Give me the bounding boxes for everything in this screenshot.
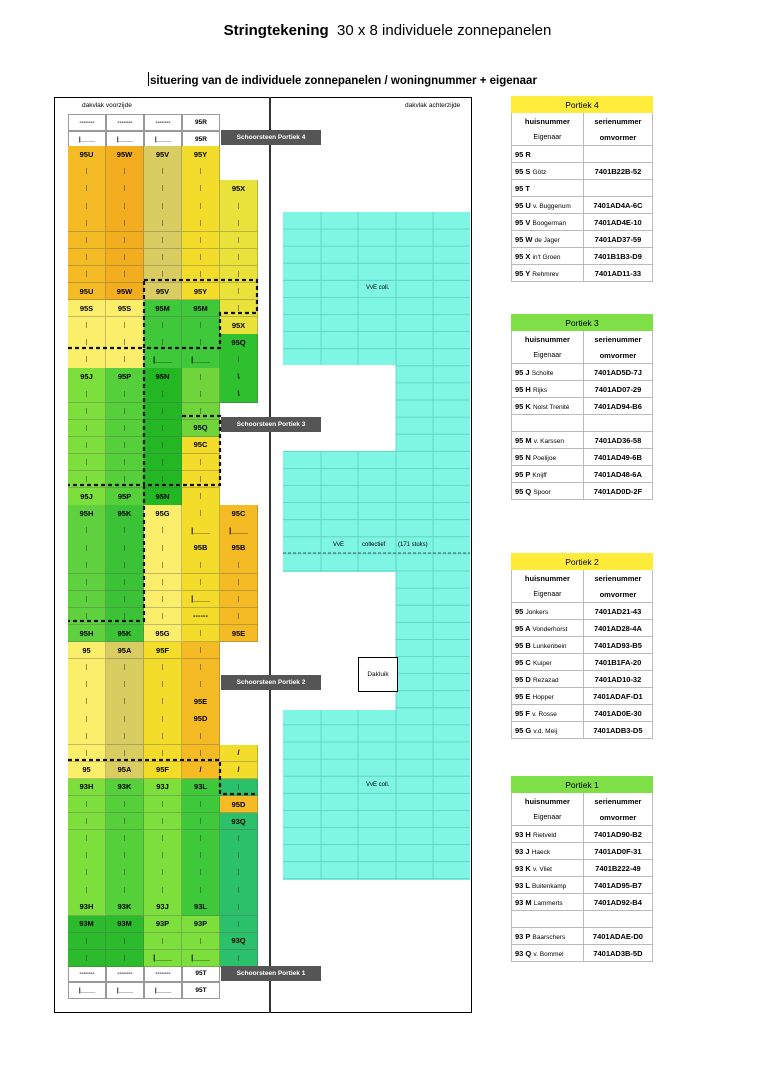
panel-header-cell: ------- — [68, 114, 106, 131]
serial-number: 7401B222-49 — [583, 860, 652, 877]
panel-header-cell: 95R — [182, 114, 220, 131]
panel-header-cell: |____ — [144, 131, 182, 148]
table-row — [512, 722, 653, 739]
table-row — [512, 265, 653, 282]
serial-number: 7401B1B3-D9 — [583, 248, 652, 265]
owner-table-4 — [511, 96, 653, 282]
solar-panel-cell: 95W — [106, 283, 144, 301]
table-title: Portiek 1 — [511, 776, 653, 793]
solar-panel-cell: 93L — [182, 898, 220, 916]
solar-panel-cell: 95K — [106, 625, 144, 643]
serial-number: 7401AD3B-5D — [583, 945, 652, 962]
owner-name: v. Vliet — [532, 865, 552, 873]
solar-panel-cell: 95C — [220, 505, 258, 523]
owner-name: Poelijoe — [532, 454, 557, 462]
solar-panel-cell: 93M — [106, 916, 144, 934]
house-number: 95 Y — [515, 268, 531, 278]
col-huisnummer: huisnummer — [512, 331, 584, 347]
owner-table-2 — [511, 553, 653, 739]
vve-top-label: VvE coll. — [366, 285, 390, 291]
serial-number: 7401AD11-33 — [583, 265, 652, 282]
owner-name: Spoor — [533, 488, 551, 496]
col-omvormer: omvormer — [583, 809, 652, 826]
house-number: 93 P — [515, 931, 531, 941]
vve-mid-label-a: VvE — [333, 542, 345, 548]
serial-number: 7401ADB3-D5 — [583, 722, 652, 739]
house-number: 95 D — [515, 674, 531, 684]
col-eigenaar: Eigenaar — [512, 347, 584, 364]
panel-footer-cell: ------- — [144, 965, 182, 982]
serial-number: 7401AD4E-10 — [583, 214, 652, 231]
serial-number: 7401AD48-6A — [583, 466, 652, 483]
serial-number: 7401AD36-58 — [583, 432, 652, 449]
house-number: 95 V — [515, 217, 531, 227]
table-row — [512, 877, 653, 894]
table-title: Portiek 4 — [511, 96, 653, 113]
table-row — [512, 381, 653, 398]
solar-panel-cell: 93P — [182, 916, 220, 934]
table-row — [512, 945, 653, 962]
table-row — [512, 483, 653, 500]
table-row — [512, 163, 653, 180]
table-row — [512, 364, 653, 381]
panel-footer-cell: |____ — [68, 982, 106, 999]
solar-panel-cell: 93J — [144, 898, 182, 916]
solar-panel-cell: |____ — [182, 351, 220, 369]
panel-footer-cell: |____ — [144, 982, 182, 999]
owner-name: Hopper — [532, 693, 554, 701]
house-number: 93 K — [515, 863, 531, 873]
house-number: 95 N — [515, 452, 531, 462]
owner-name: in't Groen — [532, 253, 561, 261]
serial-number: 7401AD37-59 — [583, 231, 652, 248]
solar-panel-cell: 95E — [182, 693, 220, 711]
solar-panel-cell: |____ — [220, 522, 258, 540]
chimney-portiek-1: Schoorsteen Portiek 1 — [221, 966, 321, 981]
solar-panel-cell: 95P — [106, 368, 144, 386]
house-number: 95 B — [515, 640, 531, 650]
panel-footer-cell: ------- — [106, 965, 144, 982]
serial-number — [583, 180, 652, 197]
solar-panel-cell: 95A — [106, 642, 144, 660]
solar-panel-cell: 95A — [106, 762, 144, 780]
solar-panel-cell: 95D — [220, 796, 258, 814]
solar-panel-cell: 95W — [106, 146, 144, 164]
house-number: 95 C — [515, 657, 531, 667]
serial-number: 7401AD10-32 — [583, 671, 652, 688]
solar-panel-cell: 95Y — [182, 146, 220, 164]
owner-name: Jonkers — [525, 608, 549, 616]
owner-name: Knijff — [532, 471, 547, 479]
owner-name: Scholte — [531, 369, 554, 377]
owner-name: Haeck — [531, 848, 551, 856]
house-number: 93 L — [515, 880, 530, 890]
table-row — [512, 654, 653, 671]
col-eigenaar: Eigenaar — [512, 809, 584, 826]
col-serienummer: serienummer — [583, 793, 652, 809]
solar-panel-cell: 95V — [144, 146, 182, 164]
table-row — [512, 248, 653, 265]
solar-panel-cell: \ — [220, 368, 258, 386]
house-number: 95 — [515, 606, 524, 616]
solar-panel-cell: ------ — [182, 608, 220, 626]
house-number: 95 J — [515, 367, 530, 377]
solar-panel-cell: 95K — [106, 505, 144, 523]
owner-name: Rehmrev — [532, 270, 559, 278]
table-row — [512, 826, 653, 843]
solar-panel-cell: 95Q — [182, 420, 220, 438]
solar-panel-cell: 95D — [182, 710, 220, 728]
solar-panel-cell: 95 — [68, 762, 106, 780]
solar-panel-cell: 93Q — [220, 933, 258, 951]
owner-name: de Jager — [534, 236, 560, 244]
owner-name: Kuiper — [532, 659, 552, 667]
vve-mid-label-b: collectief — [362, 542, 386, 548]
table-row — [512, 231, 653, 248]
solar-panel-cell: 95S — [106, 300, 144, 318]
solar-panel-cell: 93P — [144, 916, 182, 934]
solar-panel-cell: 93Q — [220, 813, 258, 831]
solar-panel-cell: 95B — [182, 539, 220, 557]
table-row — [512, 843, 653, 860]
panel-footer-cell: |____ — [106, 982, 144, 999]
serial-number: 7401ADAE-D0 — [583, 928, 652, 945]
owner-name: v. Rosse — [532, 710, 557, 718]
solar-panel-cell: 95Y — [182, 283, 220, 301]
table-title: Portiek 2 — [511, 553, 653, 570]
owner-table-3 — [511, 314, 653, 500]
panel-header-cell: |____ — [106, 131, 144, 148]
house-number: 95 E — [515, 691, 531, 701]
house-number: 95 M — [515, 435, 532, 445]
solar-panel-cell: |____ — [182, 591, 220, 609]
table-row — [512, 415, 653, 432]
vve-bottom-label: VvE coll. — [366, 782, 390, 788]
serial-number — [583, 911, 652, 928]
solar-panel-cell: 93K — [106, 779, 144, 797]
table-row — [512, 214, 653, 231]
solar-panel-cell: / — [220, 762, 258, 780]
house-number: 95 X — [515, 251, 531, 261]
table-row — [512, 671, 653, 688]
table-body — [511, 113, 653, 282]
serial-number: 7401AD5D-7J — [583, 364, 652, 381]
table-title: Portiek 3 — [511, 314, 653, 331]
solar-panel-cell: 93J — [144, 779, 182, 797]
solar-panel-cell: 95P — [106, 488, 144, 506]
solar-panel-cell: 95E — [220, 625, 258, 643]
solar-panel-cell: 93H — [68, 898, 106, 916]
owner-name: Rijks — [532, 386, 548, 394]
house-number: 95 F — [515, 708, 531, 718]
solar-panel-cell: 95J — [68, 368, 106, 386]
col-huisnummer: huisnummer — [512, 570, 584, 586]
table-row — [512, 860, 653, 877]
panel-footer-cell: 95T — [182, 982, 220, 999]
col-omvormer: omvormer — [583, 129, 652, 146]
panel-header-cell: ------- — [106, 114, 144, 131]
col-eigenaar: Eigenaar — [512, 586, 584, 603]
owner-name: Boogerman — [532, 219, 567, 227]
solar-panel-cell: |____ — [144, 351, 182, 369]
owner-name: v. Bommel — [533, 950, 564, 958]
house-number: 95 Q — [515, 486, 532, 496]
table-row — [512, 911, 653, 928]
serial-number: 7401AD28-4A — [583, 620, 652, 637]
owner-name: Lammerts — [533, 899, 563, 907]
table-row — [512, 603, 653, 620]
dakluik-hatch: Dakluik — [358, 657, 398, 692]
table-row — [512, 180, 653, 197]
house-number: 95 S — [515, 166, 531, 176]
table-body — [511, 331, 653, 500]
chimney-portiek-3: Schoorsteen Portiek 3 — [221, 417, 321, 432]
title-sub: 30 x 8 individuele zonnepanelen — [337, 22, 552, 39]
serial-number: 7401AD94-B6 — [583, 398, 652, 415]
solar-panel-cell: 95S — [68, 300, 106, 318]
house-number: 93 Q — [515, 948, 532, 958]
serial-number: 7401AD4A-6C — [583, 197, 652, 214]
solar-panel-cell: 95C — [182, 437, 220, 455]
serial-number: 7401ADAF-D1 — [583, 688, 652, 705]
serial-number: 7401B22B-52 — [583, 163, 652, 180]
table-row — [512, 637, 653, 654]
solar-panel-cell: 95F — [144, 762, 182, 780]
solar-panel-cell: |____ — [182, 522, 220, 540]
house-number: 95 H — [515, 384, 531, 394]
solar-panel-cell: 95H — [68, 505, 106, 523]
house-number: 95 U — [515, 200, 531, 210]
serial-number: 7401B1FA-20 — [583, 654, 652, 671]
serial-number: 7401AD92-B4 — [583, 894, 652, 911]
solar-panel-cell: 95F — [144, 642, 182, 660]
serial-number: 7401AD49-6B — [583, 449, 652, 466]
solar-panel-cell: 93M — [68, 916, 106, 934]
solar-panel-cell: 95X — [220, 317, 258, 335]
owner-table-1 — [511, 776, 653, 962]
table-row — [512, 146, 653, 163]
solar-panel-cell: 95N — [144, 368, 182, 386]
owner-name: Rezazad — [532, 676, 559, 684]
owner-name: v. Buggenum — [532, 202, 571, 210]
solar-panel-cell: 95G — [144, 625, 182, 643]
serial-number — [583, 146, 652, 163]
panel-header-cell: ------- — [144, 114, 182, 131]
solar-panel-cell: 95N — [144, 488, 182, 506]
panel-footer-cell: ------- — [68, 965, 106, 982]
serial-number: 7401AD0E-30 — [583, 705, 652, 722]
serial-number: 7401AD0D-2F — [583, 483, 652, 500]
owner-name: Buitenkamp — [531, 882, 567, 890]
serial-number: 7401AD95-B7 — [583, 877, 652, 894]
table-row — [512, 449, 653, 466]
vve-mid-label-c: (171 stuks) — [398, 542, 428, 548]
front-roof-label: dakvlak voorzijde — [82, 102, 132, 109]
solar-panel-cell: / — [182, 762, 220, 780]
solar-panel-cell: 95G — [144, 505, 182, 523]
panel-header-cell: 95R — [182, 131, 220, 148]
serial-number: 7401AD90-B2 — [583, 826, 652, 843]
owner-name: v.d. Meij — [533, 727, 558, 735]
table-body — [511, 793, 653, 962]
solar-panel-cell: 95M — [182, 300, 220, 318]
owner-name: Götz — [532, 168, 547, 176]
house-number: 95 K — [515, 401, 531, 411]
house-number: 93 J — [515, 846, 530, 856]
table-body — [511, 570, 653, 739]
solar-panel-cell: 95B — [220, 539, 258, 557]
table-row — [512, 620, 653, 637]
solar-panel-cell: 95H — [68, 625, 106, 643]
solar-panel-cell: |____ — [144, 950, 182, 968]
solar-panel-cell: 95X — [220, 180, 258, 198]
owner-name: Lunkenbein — [532, 642, 567, 650]
house-number: 93 H — [515, 829, 531, 839]
col-omvormer: omvormer — [583, 347, 652, 364]
solar-panel-cell: / — [220, 745, 258, 763]
owner-name: Vonderhorst — [532, 625, 568, 633]
house-number: 95 T — [515, 183, 531, 193]
col-serienummer: serienummer — [583, 570, 652, 586]
col-omvormer: omvormer — [583, 586, 652, 603]
table-row — [512, 894, 653, 911]
subtitle-text: situering van de individuele zonnepanelen / woningnummer + eigenaar — [150, 75, 537, 87]
table-row — [512, 398, 653, 415]
house-number: 95 R — [515, 149, 531, 159]
table-row — [512, 688, 653, 705]
solar-panel-cell: 95V — [144, 283, 182, 301]
back-roof-label: dakvlak achterzijde — [405, 102, 461, 109]
title-main: Stringtekening — [223, 22, 329, 39]
col-serienummer: serienummer — [583, 331, 652, 347]
solar-panel-cell: 93H — [68, 779, 106, 797]
panel-footer-cell: 95T — [182, 965, 220, 982]
serial-number — [583, 415, 652, 432]
solar-panel-cell: \ — [220, 385, 258, 403]
solar-panel-cell: 93L — [182, 779, 220, 797]
chimney-portiek-2: Schoorsteen Portiek 2 — [221, 675, 321, 690]
chimney-portiek-4: Schoorsteen Portiek 4 — [221, 130, 321, 145]
house-number: 95 G — [515, 725, 532, 735]
solar-panel-cell: 95U — [68, 283, 106, 301]
col-eigenaar: Eigenaar — [512, 129, 584, 146]
solar-panel-cell: |____ — [182, 950, 220, 968]
solar-panel-cell: 93K — [106, 898, 144, 916]
serial-number: 7401AD93-B5 — [583, 637, 652, 654]
col-huisnummer: huisnummer — [512, 113, 584, 129]
table-row — [512, 466, 653, 483]
serial-number: 7401AD07-29 — [583, 381, 652, 398]
house-number: 93 M — [515, 897, 532, 907]
solar-panel-cell: 95M — [144, 300, 182, 318]
owner-name: Nolst Trenité — [532, 403, 570, 411]
table-row — [512, 705, 653, 722]
solar-panel-cell: 95U — [68, 146, 106, 164]
col-serienummer: serienummer — [583, 113, 652, 129]
serial-number: 7401AD0F-31 — [583, 843, 652, 860]
house-number: 95 W — [515, 234, 533, 244]
table-row — [512, 432, 653, 449]
owner-name: v. Karssen — [533, 437, 565, 445]
panel-header-cell: |____ — [68, 131, 106, 148]
house-number: 95 A — [515, 623, 531, 633]
table-row — [512, 928, 653, 945]
owner-name: Baarschers — [532, 933, 566, 941]
solar-panel-cell: 95Q — [220, 334, 258, 352]
owner-name: Rietveld — [532, 831, 557, 839]
col-huisnummer: huisnummer — [512, 793, 584, 809]
serial-number: 7401AD21-43 — [583, 603, 652, 620]
table-row — [512, 197, 653, 214]
solar-panel-cell: 95J — [68, 488, 106, 506]
solar-panel-cell: 95 — [68, 642, 106, 660]
house-number: 95 P — [515, 469, 531, 479]
